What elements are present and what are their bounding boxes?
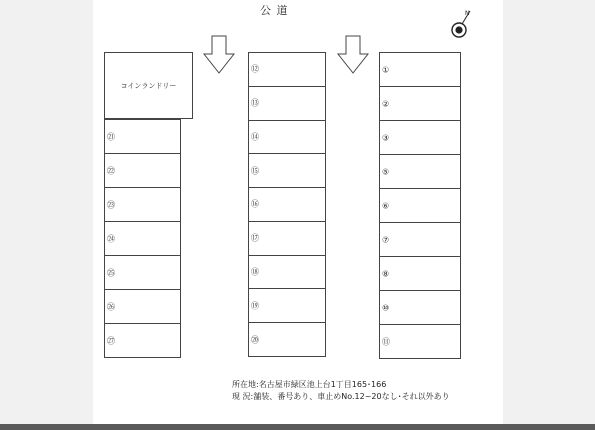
stall-number: ⑦ xyxy=(382,235,390,244)
stall-number: ⑧ xyxy=(382,269,390,278)
parking-stall xyxy=(248,86,326,121)
coin-laundry-label: コインランドリー xyxy=(120,81,177,90)
stall-number: ㉕ xyxy=(107,268,115,277)
parking-stall xyxy=(248,187,326,222)
parking-stall xyxy=(248,322,326,357)
stall-number: ㉑ xyxy=(107,132,115,141)
stall-number: ㉗ xyxy=(107,336,115,345)
parking-stall xyxy=(379,256,461,291)
parking-stall xyxy=(248,153,326,188)
down-arrow-icon xyxy=(204,36,234,73)
stall-number: ⑱ xyxy=(251,267,259,277)
stall-number: ㉓ xyxy=(107,200,115,209)
stall-number: ② xyxy=(382,99,390,108)
stall-number: ⑬ xyxy=(251,98,259,108)
parking-stall xyxy=(104,153,181,188)
parking-stall xyxy=(379,290,461,325)
stall-number: ㉒ xyxy=(107,166,115,175)
parking-stall xyxy=(248,221,326,256)
parking-stall xyxy=(248,255,326,290)
stall-number: ③ xyxy=(382,133,390,142)
parking-stall xyxy=(379,324,461,359)
parking-stall xyxy=(379,52,461,87)
status-text: 現 況:舗装、番号あり、車止めNo.12~20なし･それ以外あり xyxy=(232,392,450,401)
parking-stall xyxy=(379,222,461,257)
parking-stall xyxy=(104,187,181,222)
public-road-label: 公 道 xyxy=(260,4,289,17)
compass-icon xyxy=(452,10,470,37)
parking-stall xyxy=(104,221,181,256)
parking-stall xyxy=(104,119,181,154)
stall-number: ⑫ xyxy=(251,64,259,74)
stall-number: ① xyxy=(382,65,390,74)
stall-number: ⑪ xyxy=(382,337,390,346)
parking-stall xyxy=(104,289,181,324)
stall-number: ㉔ xyxy=(107,234,115,243)
stall-number: ⑭ xyxy=(251,132,259,142)
down-arrow-icon xyxy=(338,36,368,73)
parking-stall xyxy=(104,255,181,290)
address-text: 所在地:名古屋市緑区池上台1丁目165･166 xyxy=(232,380,387,389)
stall-number: ㉖ xyxy=(107,302,115,311)
parking-stall xyxy=(379,188,461,223)
parking-stall xyxy=(104,323,181,358)
svg-text:N: N xyxy=(465,10,470,17)
parking-stall xyxy=(248,288,326,323)
parking-stall xyxy=(248,120,326,155)
stall-number: ⑯ xyxy=(251,199,259,209)
parking-stall xyxy=(379,86,461,121)
stall-number: ⑩ xyxy=(382,303,390,312)
parking-stall xyxy=(379,120,461,155)
stall-number: ⑥ xyxy=(382,201,390,210)
parking-stall xyxy=(379,154,461,189)
coin-laundry-building xyxy=(104,52,193,119)
stall-number: ⑰ xyxy=(251,233,259,243)
stall-number: ⑲ xyxy=(251,301,259,311)
parking-stall xyxy=(248,52,326,87)
stall-number: ⑤ xyxy=(382,167,390,176)
stall-number: ⑮ xyxy=(251,166,259,176)
stall-number: ⑳ xyxy=(251,335,259,345)
